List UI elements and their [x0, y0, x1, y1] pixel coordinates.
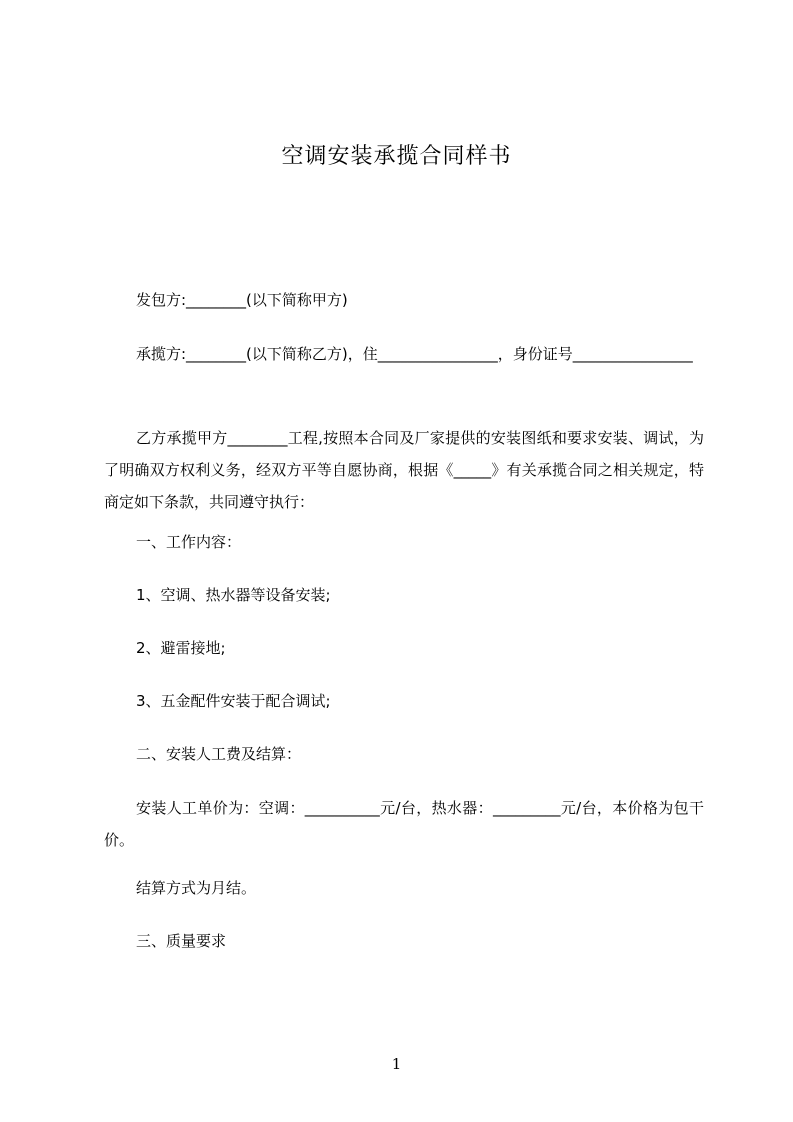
undertaker-line: 承揽方:________(以下简称乙方)，住________________，身份证号________________ [136, 345, 693, 363]
page-number: 1 [391, 1055, 402, 1073]
document-title: 空调安装承揽合同样书 [281, 144, 512, 169]
contractor-line: 发包方:________(以下简称甲方) [136, 291, 348, 309]
section1-item: 3、五金配件安装于配合调试; [136, 692, 331, 710]
settlement-line: 结算方式为月结。 [136, 879, 257, 897]
labor-fee-paragraph: 安装人工单价为：空调：__________元/台，热水器：_________元/台，本价格为包干价。 [104, 799, 704, 849]
section3-heading: 三、质量要求 [136, 932, 227, 950]
section1-item: 2、避雷接地; [136, 639, 226, 657]
section2-heading: 二、安装人工费及结算： [136, 745, 302, 763]
section1-heading: 一、工作内容： [136, 533, 242, 551]
intro-paragraph: 乙方承揽甲方________工程,按照本合同及厂家提供的安装图纸和要求安装、调试，为了明确双方权利义务，经双方平等自愿协商，根据《_____》有关承揽合同之相关规定，特商定如下条款，共同遵守执行： [104, 429, 704, 511]
section1-item: 1、空调、热水器等设备安装; [136, 586, 331, 604]
